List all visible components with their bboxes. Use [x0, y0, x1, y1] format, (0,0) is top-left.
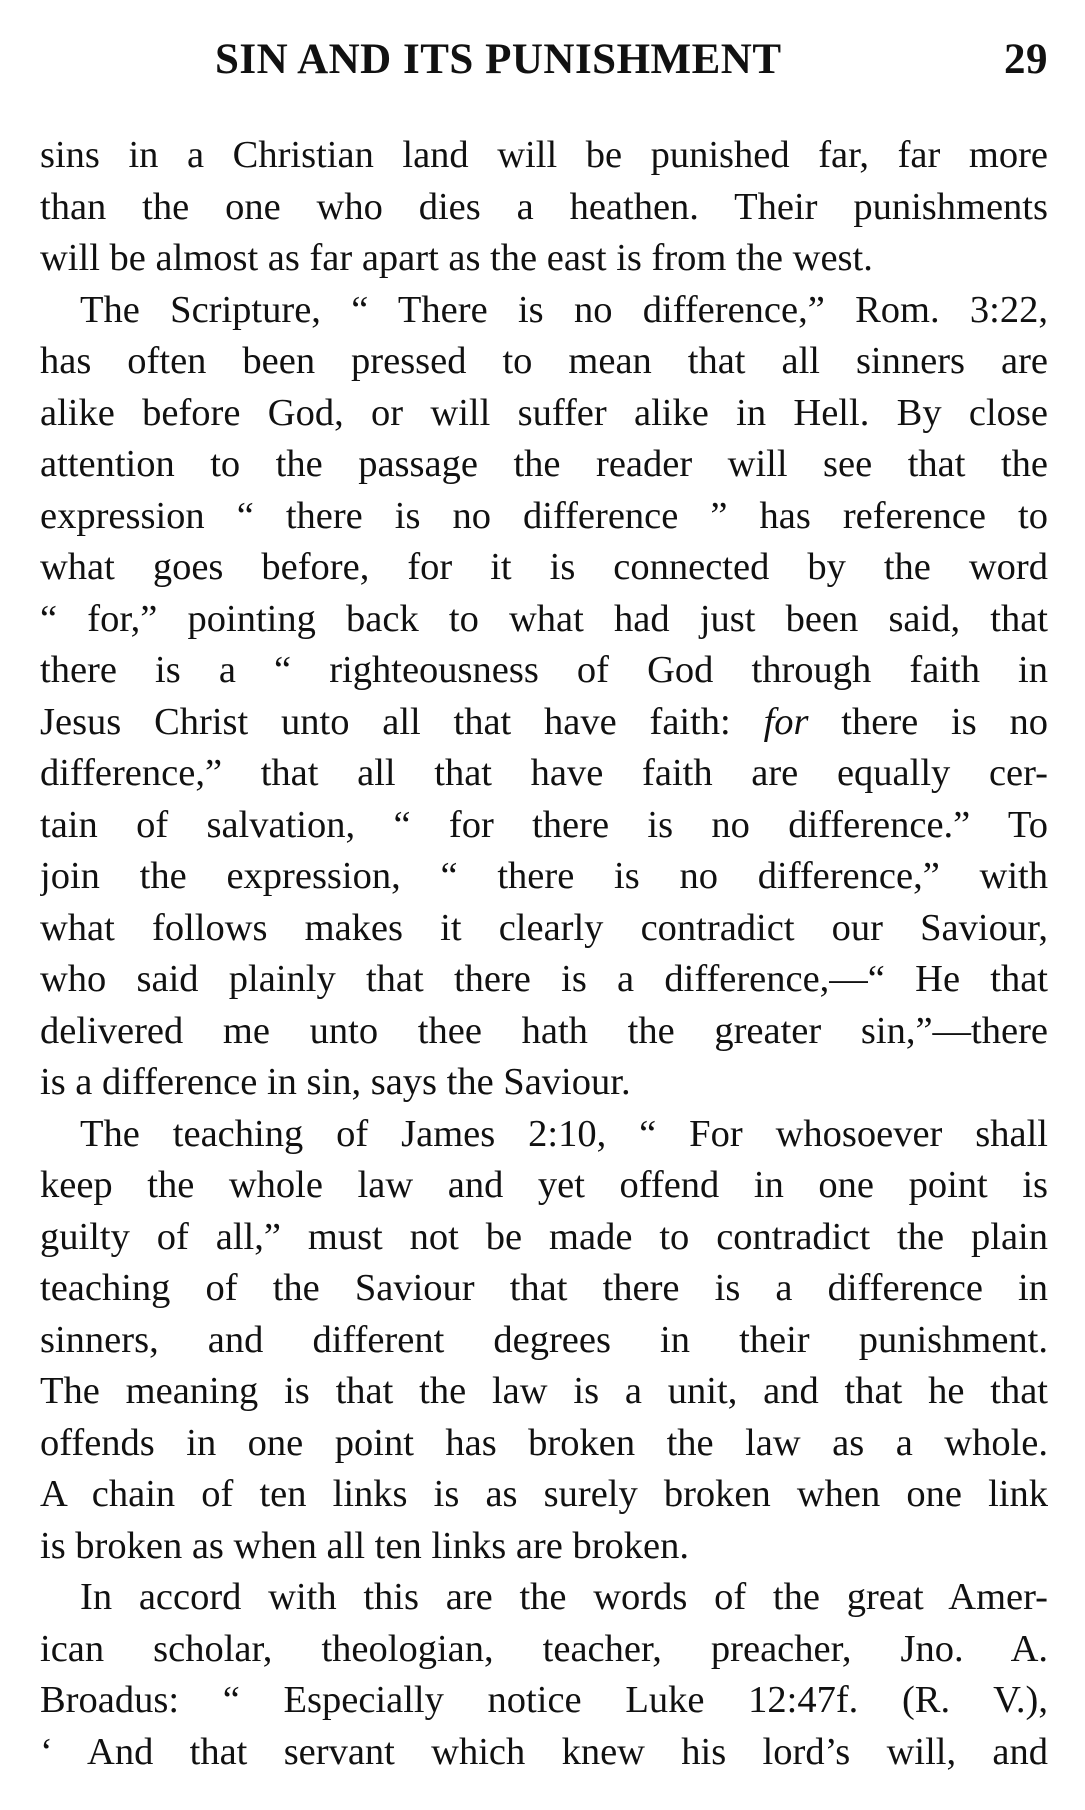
paragraph: [40, 1572, 1048, 1778]
text-line: what follows makes it clearly contradict our Saviour,: [40, 906, 1048, 949]
text-line: offends in one point has broken the law as a whole.: [40, 1421, 1048, 1464]
text-line: The meaning is that the law is a unit, and that he that: [40, 1370, 1048, 1412]
text-line: who said plainly that there is a difference,—“ He that: [40, 958, 1048, 1000]
body-text: [40, 130, 1048, 1778]
text-line: there is a “ righteousness of God through faith in: [40, 649, 1048, 691]
text-line: The teaching of James 2:10, “ For whosoever shall: [80, 1112, 1048, 1155]
text-line: A chain of ten links is as surely broken when one link: [40, 1473, 1048, 1515]
page-number: 29: [1004, 36, 1048, 83]
text-line: will be almost as far apart as the east is from the west.: [40, 237, 873, 279]
text-line: has often been pressed to mean that all sinners are: [40, 340, 1048, 382]
text-line: Jesus Christ unto all that have faith: for there is no: [40, 700, 1048, 743]
text-line: join the expression, “ there is no difference,” with: [40, 855, 1048, 897]
emphasis-for: for: [763, 700, 809, 743]
paragraph: [40, 285, 1048, 1109]
text-line: The Scripture, “ There is no difference,” Rom. 3:22,: [80, 288, 1048, 331]
text-line: “ for,” pointing back to what had just been said, that: [40, 597, 1048, 640]
running-title: SIN AND ITS PUNISHMENT: [215, 36, 782, 83]
text-line: what goes before, for it is connected by the word: [40, 546, 1048, 588]
text-line: alike before God, or will suffer alike in Hell. By close: [40, 391, 1048, 434]
text-line: guilty of all,” must not be made to contradict the plain: [40, 1215, 1048, 1258]
text-line: sinners, and different degrees in their punishment.: [40, 1318, 1048, 1361]
text-line: ‘ And that servant which knew his lord’s will, and: [40, 1730, 1048, 1773]
text-line: delivered me unto thee hath the greater sin,”—there: [40, 1009, 1048, 1052]
text-line: is a difference in sin, says the Saviour.: [40, 1061, 631, 1103]
text-line: difference,” that all that have faith are equally cer-: [40, 752, 1048, 794]
text-line: Broadus: “ Especially notice Luke 12:47f. (R. V.),: [40, 1679, 1048, 1721]
text-line: sins in a Christian land will be punished far, far more: [40, 134, 1048, 176]
running-head: [40, 30, 1048, 90]
text-line: keep the whole law and yet offend in one point is: [40, 1164, 1048, 1206]
text-line: In accord with this are the words of the great Amer-: [80, 1576, 1048, 1618]
text-line: than the one who dies a heathen. Their punishments: [40, 185, 1048, 228]
text-line: attention to the passage the reader will see that the: [40, 443, 1048, 485]
text-line: tain of salvation, “ for there is no difference.” To: [40, 803, 1048, 846]
text-line: expression “ there is no difference ” has reference to: [40, 494, 1048, 537]
paragraph: [40, 1109, 1048, 1573]
text-line: teaching of the Saviour that there is a difference in: [40, 1267, 1048, 1309]
text-line: is broken as when all ten links are broken.: [40, 1524, 689, 1567]
book-page: [40, 30, 1048, 1790]
text-line: ican scholar, theologian, teacher, preacher, Jno. A.: [40, 1627, 1048, 1670]
paragraph: [40, 130, 1048, 285]
